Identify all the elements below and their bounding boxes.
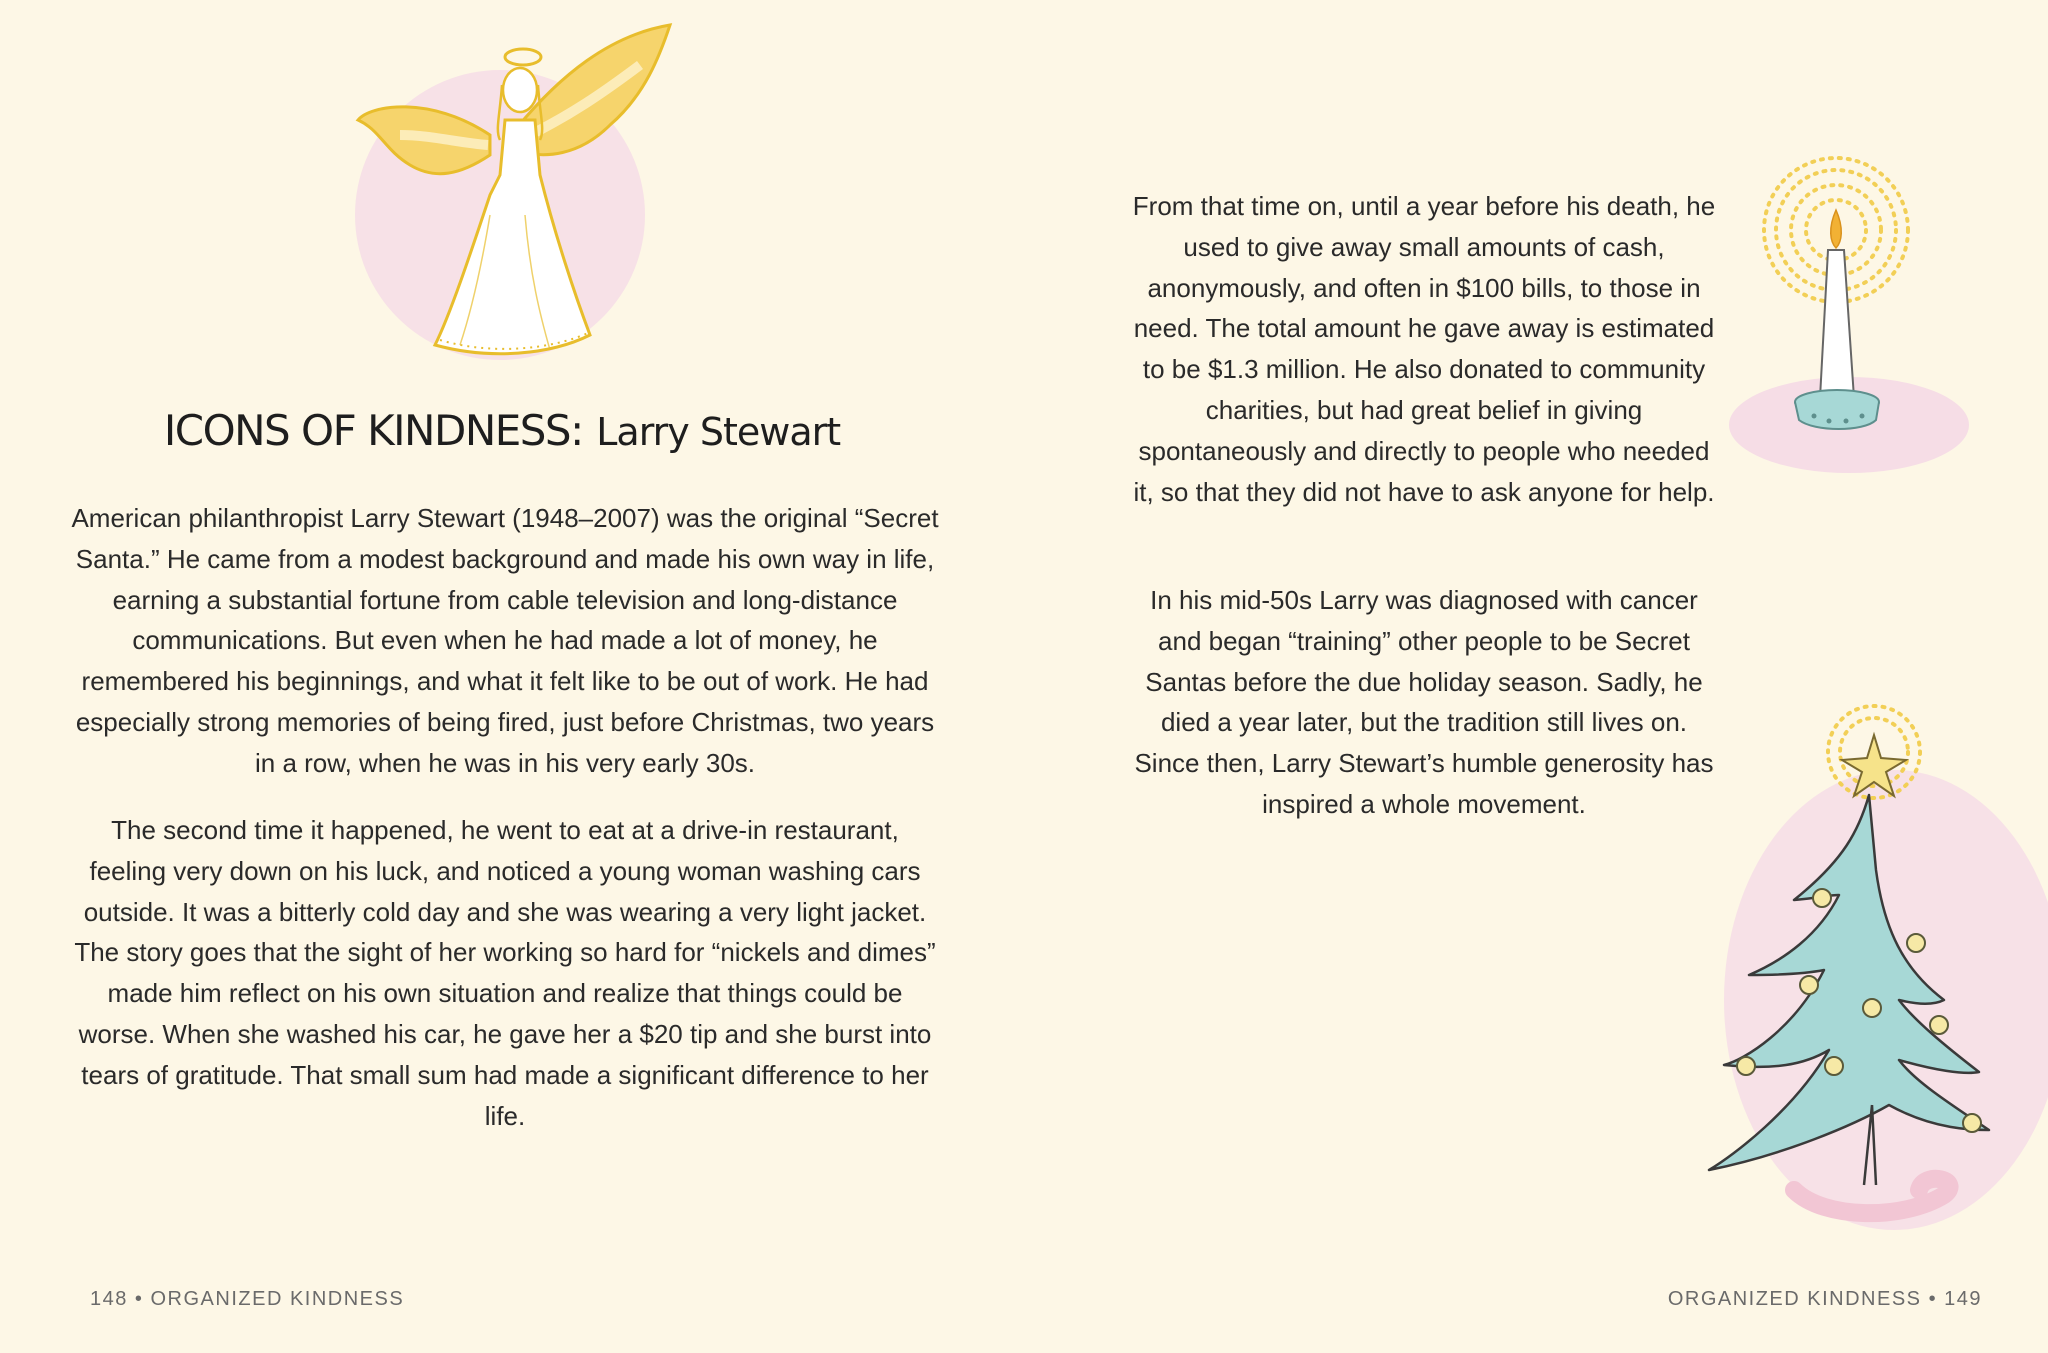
candle-icon (1704, 140, 1984, 480)
page-folio: ORGANIZED KINDNESS • 149 (1667, 1288, 1982, 1310)
page-folio: 148 • ORGANIZED KINDNESS (90, 1288, 405, 1310)
heading-main: ICONS OF KINDNESS: (163, 406, 583, 455)
angel-icon (340, 15, 680, 375)
body-paragraph: The second time it happened, he went to eat at a drive-in restaurant, feeling very down on his luck, and noticed a young woman washing cars outside. It was a bitterly cold day and she was wearing a very light jacket. The story goes that the sight of her working so hard for “nickels and dimes” made him reflect on his own situation and realize that things could be worse. When she washed his car, he gave her a $20 tip and she burst into tears of gratitude. That small sum had made a significant difference to her life. (74, 815, 936, 1131)
page-heading (0, 405, 1004, 456)
body-paragraph: From that time on, until a year before his death, he used to give away small amounts of cash, anonymously, and often in $100 bills, to those in need. The total amount he gave away is estimated to be $1.3 million. He also donated to community charities, but had great belief in giving spontaneously and directly to people who needed it, so that they did not have to ask anyone for help. (1132, 191, 1716, 507)
right-page (1024, 0, 2048, 1353)
heading-name: Larry Stewart (596, 410, 841, 454)
christmas-tree-icon (1644, 700, 2048, 1240)
body-paragraph: American philanthropist Larry Stewart (1948–2007) was the original “Secret Santa.” He came from a modest background and made his own way in life, earning a substantial fortune from cable television and long-distance communications. But even when he had made a lot of money, he remembered his beginnings, and what it felt like to be out of work. He had especially strong memories of being fired, just before Christmas, two years in a row, when he was in his very early 30s. (71, 503, 939, 778)
body-paragraph: In his mid-50s Larry was diagnosed with cancer and began “training” other people to be Secret Santas before the due holiday season. Sadly, he died a year later, but the tradition still lives on. Since then, Larry Stewart’s humble generosity has inspired a whole movement. (1134, 585, 1714, 819)
